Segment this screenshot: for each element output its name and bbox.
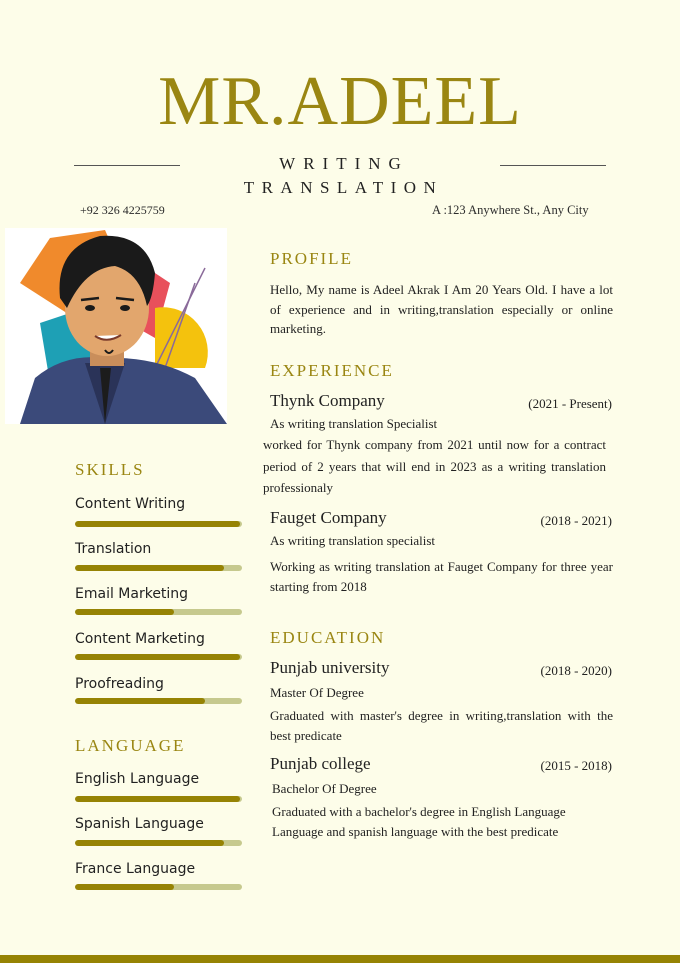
- phone-number: +92 326 4225759: [80, 203, 165, 217]
- skill-label: Content Writing: [75, 496, 186, 512]
- profile-photo: [5, 228, 227, 424]
- portrait-illustration: [5, 228, 227, 424]
- education-title: EDUCATION: [270, 628, 386, 647]
- skill-bar-fill: [75, 521, 240, 527]
- tagline-translation: TRANSLATION: [243, 178, 444, 197]
- language-bar: [75, 796, 242, 802]
- skill-bar: [75, 565, 242, 571]
- skill-label: Email Marketing: [75, 586, 189, 602]
- education-degree: Bachelor Of Degree: [272, 781, 377, 796]
- experience-role: As writing translation specialist: [270, 533, 436, 548]
- education-description: Graduated with master's degree in writing,translation with the best predicate: [270, 708, 613, 743]
- skill-bar-fill: [75, 698, 205, 704]
- experience-period: (2018 - 2021): [540, 513, 612, 528]
- experience-title: EXPERIENCE: [270, 361, 394, 380]
- language-bar-fill: [75, 840, 224, 846]
- experience-description: worked for Thynk company from 2021 until now for a contract period of 2 years that will end in 2023 as a writing translation professionaly: [263, 437, 606, 495]
- education-school: Punjab college: [270, 754, 371, 773]
- profile-title: PROFILE: [270, 249, 353, 268]
- education-degree: Master Of Degree: [270, 685, 364, 700]
- education-period: (2018 - 2020): [540, 663, 612, 678]
- tagline-writing: WRITING: [279, 154, 409, 173]
- address: A :123 Anywhere St., Any City: [432, 203, 589, 217]
- experience-company: Thynk Company: [270, 391, 385, 410]
- language-bar-fill: [75, 884, 174, 890]
- footer-bar: [0, 955, 680, 963]
- skill-bar: [75, 521, 242, 527]
- education-description: Graduated with a bachelor's degree in English Language Language and spanish language with the best predicate: [272, 804, 566, 839]
- profile-text: Hello, My name is Adeel Akrak I Am 20 Years Old. I have a lot of experience and in writing,translation especially or online marketing.: [270, 282, 613, 336]
- skill-bar-fill: [75, 565, 224, 571]
- skill-label: Proofreading: [75, 676, 164, 692]
- skill-bar-fill: [75, 609, 174, 615]
- language-bar: [75, 840, 242, 846]
- language-bar-fill: [75, 796, 240, 802]
- experience-period: (2021 - Present): [528, 396, 612, 411]
- skills-title: SKILLS: [75, 460, 145, 479]
- skill-bar-fill: [75, 654, 240, 660]
- skill-bar: [75, 654, 242, 660]
- language-label: France Language: [75, 861, 196, 877]
- skill-label: Content Marketing: [75, 631, 205, 647]
- experience-description: Working as writing translation at Fauget Company for three year starting from 2018: [270, 559, 613, 594]
- skill-bar: [75, 609, 242, 615]
- experience-role: As writing translation Specialist: [270, 416, 438, 431]
- language-bar: [75, 884, 242, 890]
- language-label: Spanish Language: [75, 816, 204, 832]
- education-period: (2015 - 2018): [540, 758, 612, 773]
- language-label: English Language: [75, 771, 200, 787]
- experience-company: Fauget Company: [270, 508, 387, 527]
- skill-bar: [75, 698, 242, 704]
- language-title: LANGUAGE: [75, 736, 186, 755]
- candidate-name: MR.ADEEL: [158, 63, 522, 140]
- skill-label: Translation: [75, 541, 152, 557]
- education-school: Punjab university: [270, 658, 390, 677]
